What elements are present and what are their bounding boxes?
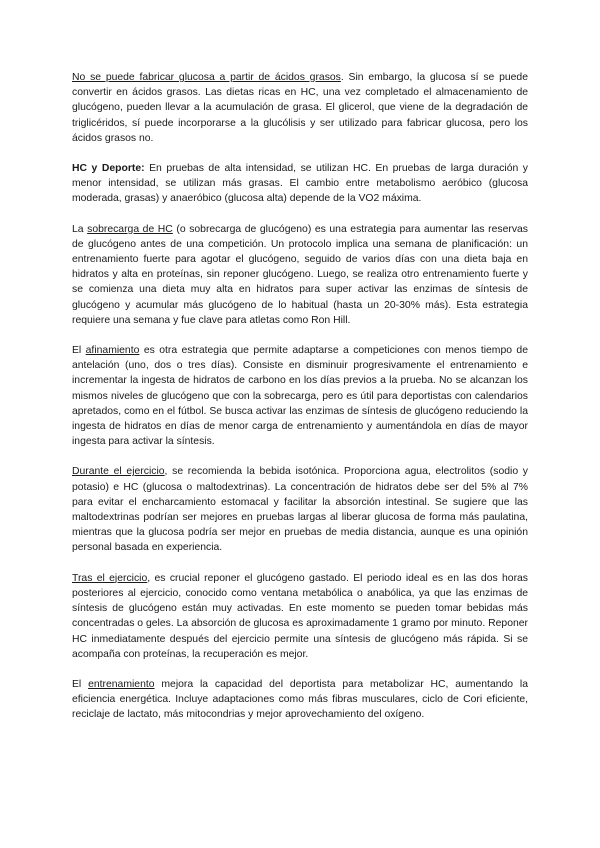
paragraph-glucose-fatty-acids xyxy=(72,70,528,146)
underlined-term: sobrecarga de HC xyxy=(87,223,173,235)
underlined-term: Durante el ejercicio xyxy=(72,466,165,478)
bold-heading: HC y Deporte: xyxy=(72,163,145,175)
paragraph-tras-ejercicio xyxy=(72,571,528,662)
underlined-term: No se puede fabricar glucosa a partir de ácidos grasos xyxy=(72,72,341,83)
underlined-term: Tras el ejercicio xyxy=(72,572,148,584)
paragraph-durante-ejercicio xyxy=(72,464,528,555)
paragraph-sobrecarga: La sobrecarga de HC (o sobrecarga de glucógeno) es una estrategia para aumentar las reservas de glucógeno antes de una competición. Un protocolo implica una semana de planificación: un entrenamiento fuerte para agotar el glucógeno, seguido de varios días con una dieta baja en hidratos y alta en proteínas, sin reponer glucógeno. Luego, se realiza otro entrenamiento fuerte y se comienza una dieta muy alta en hidratos para super activar las enzimas de síntesis de glucógeno y acumular más glucógeno de lo habitual (hasta un 20-30% más). Esta estrategia requiere una semana y fue clave para atletas como Ron Hill. xyxy=(72,223,529,326)
paragraph-body: mejora la capacidad del deportista para metabolizar HC, aumentando la eficiencia energética. Incluye adaptaciones como más fibras musculares, ciclo de Cori eficiente, reciclaje de lactato, más mitocondrias y mejor aprovechamiento del oxígeno. xyxy=(72,678,528,721)
paragraph-hc-deporte xyxy=(72,161,528,207)
underlined-term: entrenamiento xyxy=(88,678,155,690)
paragraph-body: (o sobrecarga de glucógeno) es una estrategia para aumentar las reservas de glucógeno antes de una competición. Un protocolo implica una semana de planificación: un entrenamiento fuerte para agotar el glucógeno, seguido de varios días con una dieta baja en hidratos y alta en proteínas, sin reponer glucógeno. Luego, se realiza otro entrenamiento fuerte y se comienza una dieta muy alta en hidratos para super activar las enzimas de síntesis de glucógeno y acumular más glucógeno de lo habitual (hasta un 20-30% más). Esta estrategia requiere una semana y fue clave para atletas como Ron Hill. xyxy=(72,223,529,326)
document-page xyxy=(72,70,528,723)
paragraph-body: , se recomienda la bebida isotónica. Proporciona agua, electrolitos (sodio y potasio) e HC (glucosa o maltodextrinas). La concentración de hidratos debe ser del 5% al 7% para evitar el encharcamiento estomacal y facilitar la absorción intestinal. Se sugiere que las maltodextrinas podrían ser mejores en pruebas largas al liberar glucosa de forma más paulatina, mientras que la glucosa podría ser mejor en pruebas de media distancia, aunque es una opinión personal basada en experiencia. xyxy=(72,466,528,554)
paragraph-body: En pruebas de alta intensidad, se utilizan HC. En pruebas de larga duración y menor intensidad, se utilizan más grasas. El cambio entre metabolismo aeróbico (glucosa moderada, grasas) y anaeróbico (glucosa alta) depende de la VO2 máxima. xyxy=(72,163,529,205)
paragraph-afinamiento: El afinamiento es otra estrategia que permite adaptarse a competiciones con menos tiempo de antelación (uno, dos o tres días). Consiste en disminuir progresivamente el entrenamiento e incrementar la ingesta de hidratos de carbono en los días previos a la prueba. No se alcanzan los mismos niveles de glucógeno que con la sobrecarga, pero es útil para deportistas con calendarios apretados, como en el fútbol. Se busca activar las enzimas de síntesis de glucógeno reduciendo la ingesta de hidratos en días de menor carga de entrenamiento y aumentándola en días de mayor ingesta para activar la síntesis. xyxy=(72,345,528,448)
paragraph-body: , es crucial reponer el glucógeno gastado. El periodo ideal es en las dos horas posteriores al ejercicio, conocido como ventana metabólica o anabólica, ya que las enzimas de síntesis de glucógeno están muy activadas. En este momento se pueden tomar bebidas más concentradas o geles. La absorción de glucosa es aproximadamente 1 gramo por minuto. Reponer HC inmediatamente después del ejercicio permite una síntesis de glucógeno más rápida. Si se acompaña con proteínas, la recuperación es mejor. xyxy=(72,572,529,660)
paragraph-body: . Sin embargo, la glucosa sí se puede convertir en ácidos grasos. Las dietas ricas en HC, una vez completado el almacenamiento de glucógeno, pueden llevar a la acumulación de grasa. El glicerol, que viene de la degradación de triglicéridos, sí puede incorporarse a la glucólisis y ser utilizado para fabricar glucosa, pero los ácidos grasos no. xyxy=(72,72,528,144)
paragraph-entrenamiento: El entrenamiento mejora la capacidad del deportista para metabolizar HC, aumentando la eficiencia energética. Incluye adaptaciones como más fibras musculares, ciclo de Cori eficiente, reciclaje de lactato, más mitocondrias y mejor aprovechamiento del oxígeno. xyxy=(72,678,528,721)
paragraph-body: es otra estrategia que permite adaptarse a competiciones con menos tiempo de antelación (uno, dos o tres días). Consiste en disminuir progresivamente el entrenamiento e incrementar la ingesta de hidratos de carbono en los días previos a la prueba. No se alcanzan los mismos niveles de glucógeno que con la sobrecarga, pero es útil para deportistas con calendarios apretados, como en el fútbol. Se busca activar las enzimas de síntesis de glucógeno reduciendo la ingesta de hidratos en días de menor carga de entrenamiento y aumentándola en días de mayor ingesta para activar la síntesis. xyxy=(72,345,528,448)
underlined-term: afinamiento xyxy=(85,345,140,357)
